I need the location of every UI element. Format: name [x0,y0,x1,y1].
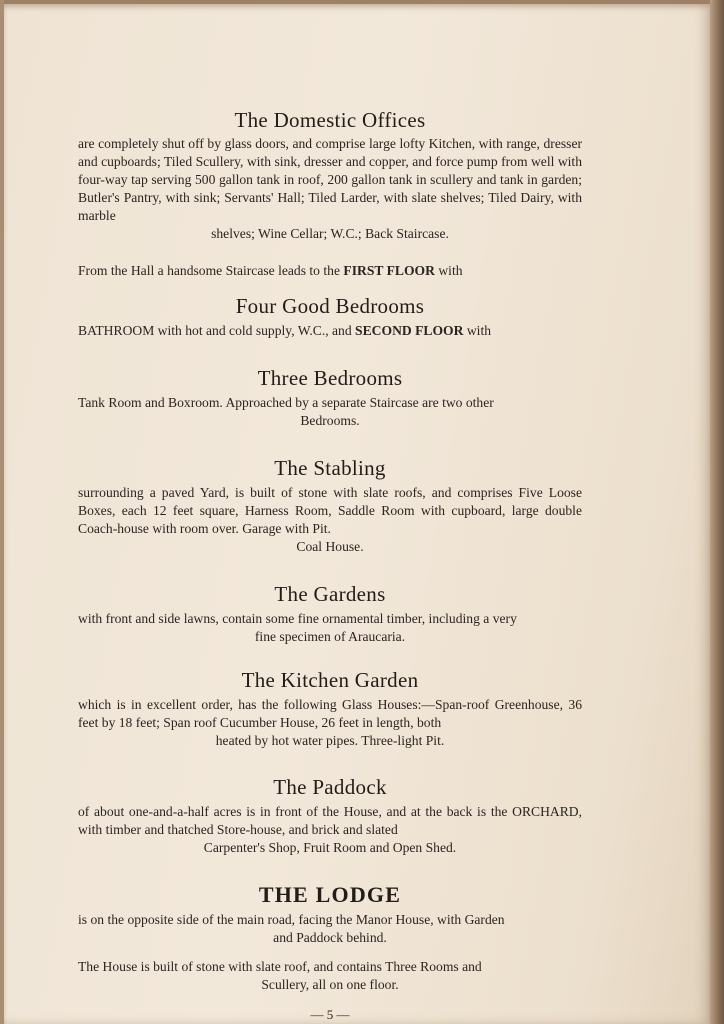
paragraph-three-bedrooms [78,394,582,430]
stabling-body: surrounding a paved Yard, is built of stone with slate roofs, and comprises Five Loose Boxes, each 12 feet square, Harness Room, Saddle Room with cupboard, large double Coach-house with room over. Garage with Pit. [78,485,582,536]
paragraph-stabling [78,484,582,556]
heading-kitchen-garden: The Kitchen Garden [241,668,419,692]
lodge-body: is on the opposite side of the main road, facing the Manor House, with Garden [78,912,505,927]
lodge-tail: and Paddock behind. [273,930,387,945]
gardens-body: with front and side lawns, contain some fine ornamental timber, including a very [78,611,517,626]
three-bedrooms-tail: Bedrooms. [300,413,360,428]
kitchen-garden-body: which is in excellent order, has the following Glass Houses:—Span-roof Greenhouse, 36 feet by 18 feet; Span roof Cucumber House, 26 feet in length, both [78,697,582,730]
paragraph-hall-staircase [78,262,582,280]
paragraph-gardens [78,610,582,646]
hall-text: From the Hall a handsome Staircase leads to the [78,263,340,278]
paragraph-lodge [78,911,582,947]
four-bedrooms-text: BATHROOM with hot and cold supply, W.C., and [78,323,352,338]
hall-text-after: with [438,263,463,278]
heading-three-bedrooms: Three Bedrooms [257,366,403,390]
domestic-offices-body: are completely shut off by glass doors, and comprise large lofty Kitchen, with range, dresser and cupboards; Tiled Scullery, with sink, dresser and copper, and force pump from well with four-way tap serving 500 gallon tank in roof, 200 gallon tank in scullery and tank in garden; Butler's Pantry, with sink; Servants' Hall; Tiled Larder, with slate shelves; Tiled Dairy, with marble [78,136,582,223]
paddock-tail: Carpenter's Shop, Fruit Room and Open Shed. [203,840,457,855]
heading-domestic-offices: The Domestic Offices [234,108,426,132]
paddock-body: of about one-and-a-half acres is in front of the House, and at the back is the ORCHARD, with timber and thatched Store-house, and brick and slated [78,804,582,837]
lodge-house-body: The House is built of stone with slate roof, and contains Three Rooms and [78,959,482,974]
three-bedrooms-body: Tank Room and Boxroom. Approached by a separate Staircase are two other [78,395,494,410]
heading-four-bedrooms: Four Good Bedrooms [235,294,425,318]
booklet-spine-edge [710,0,724,1024]
heading-paddock: The Paddock [273,775,387,799]
gardens-tail: fine specimen of Araucaria. [254,629,406,644]
heading-stabling: The Stabling [274,456,386,480]
kitchen-garden-tail: heated by hot water pipes. Three-light Pit. [215,733,445,748]
paragraph-four-bedrooms [78,322,582,340]
paragraph-kitchen-garden [78,696,582,750]
first-floor-label: FIRST FLOOR [343,263,435,278]
paragraph-domestic-offices [78,135,582,243]
heading-gardens: The Gardens [274,582,386,606]
heading-lodge: THE LODGE [258,882,402,907]
four-bedrooms-text-after: with [466,323,492,338]
domestic-offices-tail: shelves; Wine Cellar; W.C.; Back Staircase. [211,226,449,241]
stabling-tail: Coal House. [296,539,364,554]
page-number: — 5 — [310,1007,350,1022]
paragraph-lodge-house [78,958,582,994]
second-floor-label: SECOND FLOOR [355,323,464,338]
lodge-house-tail: Scullery, all on one floor. [261,977,399,992]
paragraph-paddock [78,803,582,857]
brochure-page [4,4,710,1024]
